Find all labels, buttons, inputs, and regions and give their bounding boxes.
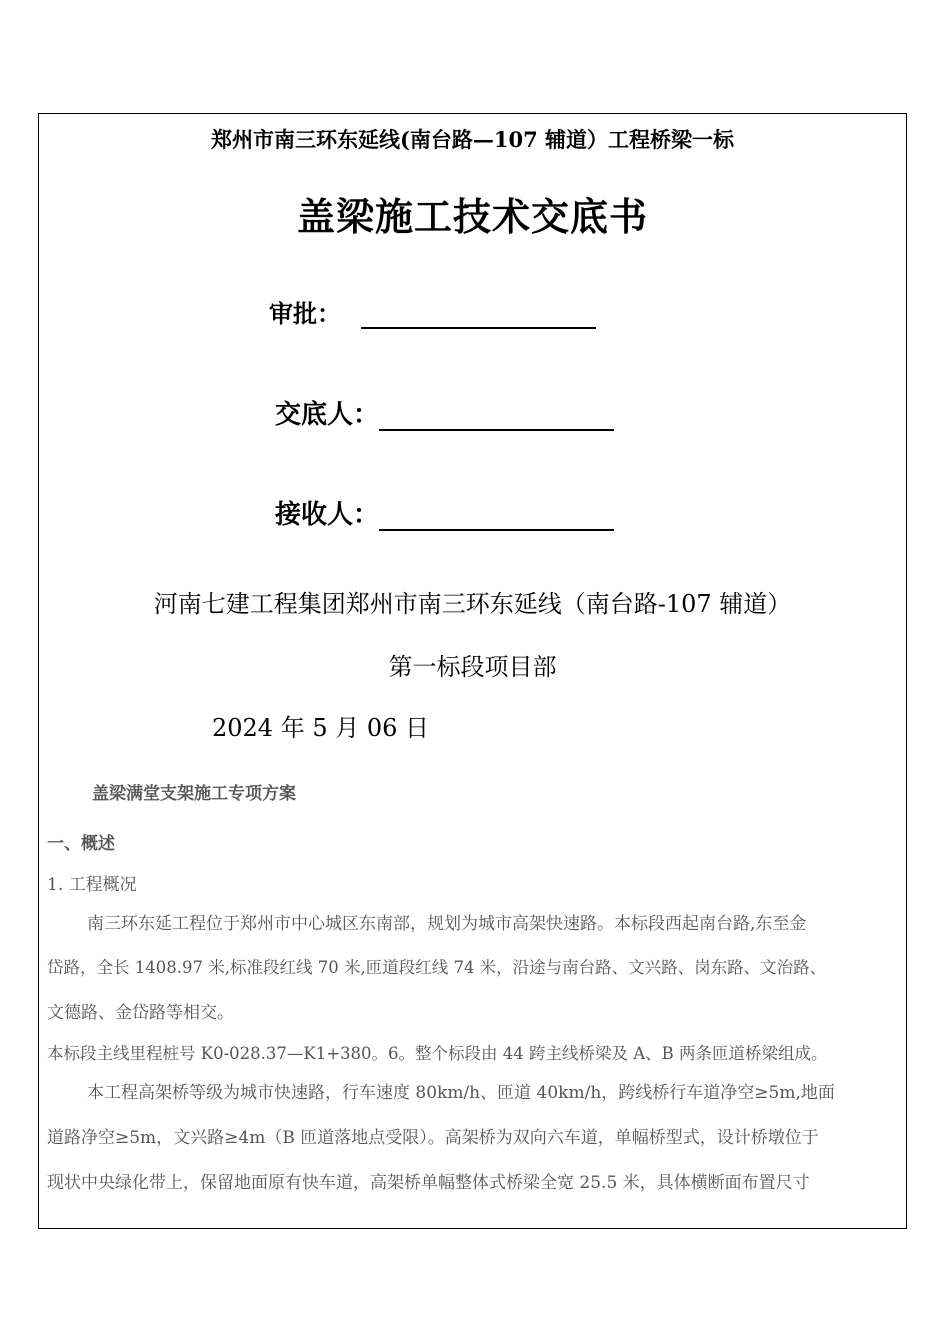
paragraph3-line2: 道路净空≥5m，文兴路≥4m（B 匝道落地点受限）。高架桥为双向六车道，单幅桥型式，设计桥墩位于 (47, 1128, 819, 1148)
document-title: 盖梁施工技术交底书 (296, 194, 648, 239)
document-frame (38, 113, 907, 1229)
section-heading: 一、概述 (47, 834, 115, 854)
approve-label: 审批： (269, 299, 341, 328)
subsection-heading: 1. 工程概况 (47, 875, 137, 895)
receiver-label: 接收人： (275, 500, 380, 530)
approve-row (269, 294, 596, 329)
paragraph1-line3: 文德路、金岱路等相交。 (47, 1003, 234, 1023)
handover-row (275, 394, 614, 431)
document-date: 2024 年 5 月 06 日 (212, 714, 430, 742)
paragraph1-line2: 岱路，全长 1408.97 米,标准段红线 70 米,匝道段红线 74 米，沿途与南台路、文兴路、岗东路、文治路、 (47, 958, 827, 977)
organization-line2: 第一标段项目部 (388, 653, 557, 681)
plan-title: 盖梁满堂支架施工专项方案 (92, 784, 296, 804)
paragraph3-line3: 现状中央绿化带上，保留地面原有快车道，高架桥单幅整体式桥梁全宽 25.5 米，具体横断面布置尺寸 (47, 1173, 810, 1193)
approve-signature-line (361, 303, 596, 329)
project-line: 郑州市南三环东延线(南台路—107 辅道）工程桥梁一标 (210, 127, 735, 152)
handover-signature-line (379, 405, 614, 431)
handover-label: 交底人： (275, 400, 380, 430)
receiver-row (275, 494, 614, 531)
paragraph2: 本标段主线里程桩号 K0-028.37—K1+380。6。整个标段由 44 跨主线桥梁及 A、B 两条匝道桥梁组成。 (47, 1044, 828, 1063)
paragraph3-line1: 本工程高架桥等级为城市快速路，行车速度 80km/h、匝道 40km/h，跨线桥行车道净空≥5m,地面 (87, 1083, 835, 1103)
organization-line1: 河南七建工程集团郑州市南三环东延线（南台路-107 辅道） (153, 590, 792, 618)
paragraph1-line1: 南三环东延工程位于郑州市中心城区东南部，规划为城市高架快速路。本标段西起南台路,东至金 (87, 914, 807, 934)
receiver-signature-line (379, 505, 614, 531)
